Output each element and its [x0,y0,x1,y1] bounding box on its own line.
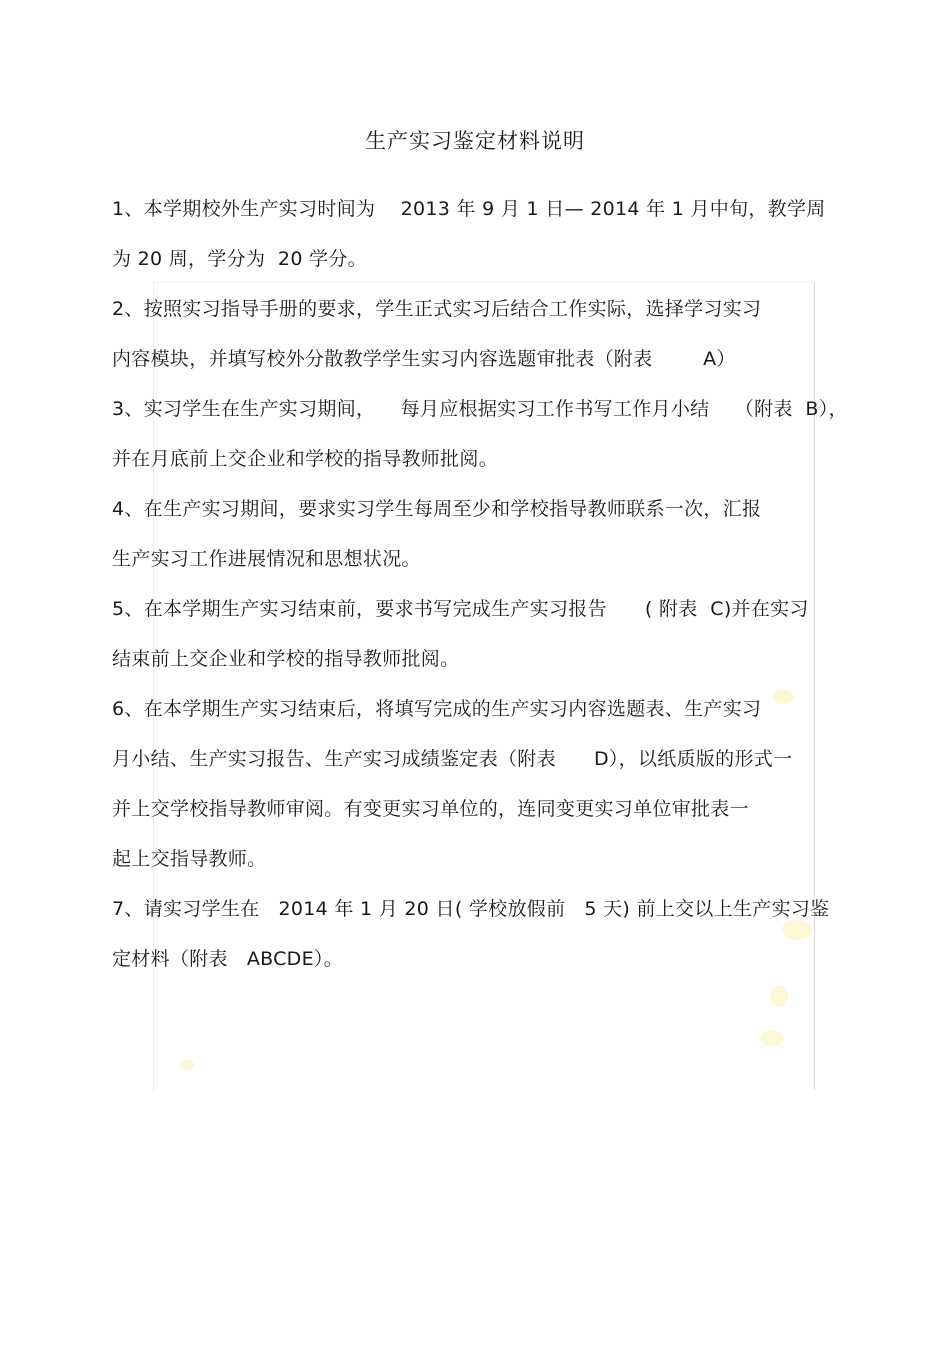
paragraph-3 [112,384,857,484]
paragraph-line: 5、在本学期生产实习结束前，要求书写完成生产实习报告 ( 附表 C)并在实习 [112,598,809,620]
paragraph-1 [112,184,857,284]
paragraph-line: 6、在本学期生产实习结束后，将填写完成的生产实习内容选题表、生产实习 [112,698,762,720]
paragraph-2 [112,284,857,384]
paragraph-line: 生产实习工作进展情况和思想状况。 [112,548,421,570]
paragraph-line: 1、本学期校外生产实习时间为 2013 年 9 月 1 日— 2014 年 1 月中旬，教学周 [112,198,826,220]
paragraph-line: 内容模块，并填写校外分散教学学生实习内容选题审批表（附表 A） [112,348,736,370]
paragraph-4 [112,484,857,584]
document-body [112,184,857,984]
paragraph-line: 月小结、生产实习报告、生产实习成绩鉴定表（附表 D），以纸质版的形式一 [112,748,793,770]
scan-speck [180,1060,194,1070]
paragraph-line: 为 20 周，学分为 20 学分。 [112,248,367,270]
document-title: 生产实习鉴定材料说明 [365,129,585,153]
paragraph-line: 3、实习学生在生产实习期间， 每月应根据实习工作书写工作月小结 （附表 B）， [112,398,848,420]
paragraph-5 [112,584,857,684]
paragraph-line: 定材料（附表 ABCDE）。 [112,948,344,970]
paragraph-line: 7、请实习学生在 2014 年 1 月 20 日( 学校放假前 5 天) 前上交以上生产实习鉴 [112,898,830,920]
paragraph-line: 并在月底前上交企业和学校的指导教师批阅。 [112,448,499,470]
paragraph-line: 结束前上交企业和学校的指导教师批阅。 [112,648,460,670]
paragraph-line: 2、按照实习指导手册的要求，学生正式实习后结合工作实际，选择学习实习 [112,298,762,320]
paragraph-7 [112,884,857,984]
scan-speck [760,1030,784,1046]
paragraph-line: 起上交指导教师。 [112,848,267,870]
scan-speck [770,985,788,1007]
paragraph-6 [112,684,857,884]
paragraph-line: 并上交学校指导教师审阅。有变更实习单位的，连同变更实习单位审批表一 [112,798,749,820]
paragraph-line: 4、在生产实习期间，要求实习学生每周至少和学校指导教师联系一次，汇报 [112,498,762,520]
